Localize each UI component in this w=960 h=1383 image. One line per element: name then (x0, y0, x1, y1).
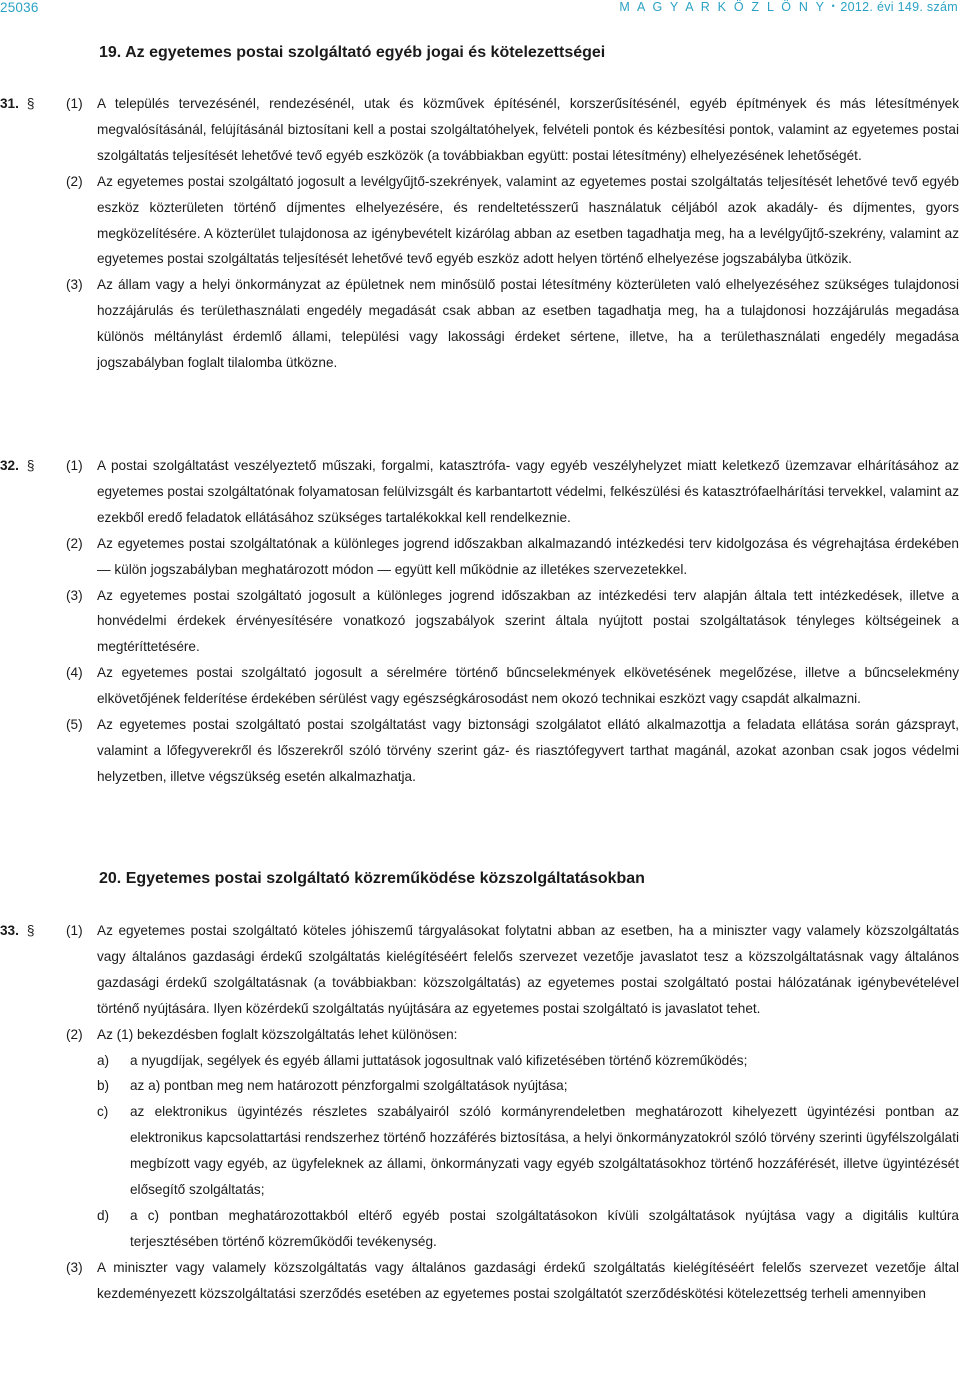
paragraph-text: A postai szolgáltatást veszélyeztető műszaki, forgalmi, katasztrófa- vagy egyéb veszélyhelyzet miatt keletkező üzemzavar elhárításához az egyetemes postai szolgáltatónak folyamatosan felülvizsgált és karbantartott védelmi, felkészülési és katasztrófaelhárítási tervekkel, valamint az ezekből eredő feladatok ellátásához szükséges tartalékokkal kell rendelkeznie. (97, 458, 959, 525)
section-number-text: 31. (0, 96, 19, 111)
paragraph-text: A település tervezésénél, rendezésénél, utak és közművek építésénél, korszerűsítésénél, egyéb építmények és más létesítmények megvalósításánál, felújításánál biztosítani kell a postai szolgáltatóhelyek, felvételi pontok és kézbesítési pontok, valamint az egyetemes postai szolgáltatás teljesítését lehetővé tevő egyéb eszközök (a továbbiakban együtt: postai létesítmény) elhelyezésének lehetőségét. (97, 96, 959, 163)
paragraph-label: (3) (66, 587, 83, 603)
paragraph-text: Az egyetemes postai szolgáltató köteles jóhiszemű tárgyalásokat folytatni abban az esetben, ha a miniszter vagy valamely közszolgáltatás vagy általános gazdasági érdekű szolgáltatás kielégítéséért felelős szervezet vezetője javaslatot tesz a közszolgáltatásnak vagy általános gazdasági érdekű szolgáltatásnak (a továbbiakban: közszolgáltatás) az egyetemes postai szolgáltató postai hálózatának igénybevételével történő nyújtására. Ilyen közérdekű szolgáltatás nyújtására az egyetemes postai szolgáltató is javaslatot tehet. (97, 923, 959, 1016)
publication-name: M A G Y A R K Ö Z L Ö N Y (619, 0, 826, 14)
bullet-separator: • (831, 1, 835, 11)
paragraph-label: (2) (66, 1026, 83, 1042)
paragraph-label: (1) (66, 458, 83, 473)
list-item-label: c) (97, 1104, 109, 1120)
list-item (97, 1203, 959, 1255)
list-item-text: a c) pontban meghatározottakból eltérő egyéb postai szolgáltatásokon kívüli szolgáltatások nyújtása vagy a digitális kultúra terjesztésében történő közreműködői tevékenység. (130, 1207, 959, 1249)
paragraph-33-3 (0, 1255, 960, 1307)
list-item-text: az a) pontban meg nem határozott pénzforgalmi szolgáltatások nyújtása; (130, 1078, 568, 1094)
paragraph-text: A miniszter vagy valamely közszolgáltatás vagy általános gazdasági érdekű szolgáltatás kielégítéséért felelős szervezet vezetője által kezdeményezett közszolgáltatási szerződés esetében az egyetemes postai szolgáltatót szerződéskötési kötelezettség terheli amennyiben (97, 1259, 959, 1301)
section-number-text: 33. (0, 923, 19, 938)
page-header (0, 0, 960, 23)
paragraph-label: (1) (66, 923, 83, 938)
paragraph-label: (3) (66, 277, 83, 293)
paragraph-label: (2) (66, 173, 83, 189)
section-sign: § (26, 458, 35, 473)
paragraph-label: (5) (66, 717, 83, 733)
paragraph-31-2 (0, 169, 960, 273)
paragraph-31-1 (0, 91, 960, 169)
section-number-text: 32. (0, 458, 19, 473)
paragraph-32-2 (0, 531, 960, 583)
paragraph-31-3 (0, 272, 960, 376)
paragraph-text: Az egyetemes postai szolgáltató jogosult a különleges jogrend időszakban az intézkedési terv alapján általa tett intézkedések, illetve a honvédelmi érdekek érvényesítésére vonatkozó jogszabályok szerint általa nyújtott postai szolgáltatások tényleges költségeinek a megtéríttetésére. (97, 587, 959, 655)
paragraph-text: Az (1) bekezdésben foglalt közszolgáltatás lehet különösen: (97, 1026, 458, 1042)
chapter-19-heading: 19. Az egyetemes postai szolgáltató egyéb jogai és kötelezettségei (99, 44, 606, 61)
paragraph-33-1 (0, 918, 960, 1022)
paragraph-text: Az állam vagy a helyi önkormányzat az épületnek nem minősülő postai létesítmény közterületen való elhelyezéséhez szükséges tulajdonosi hozzájárulás és területhasználati engedély megadását csak abban az esetben tagadhatja meg, ha a tulajdonosi hozzájárulás megadása különös méltánylást érdemlő állami, települési vagy lakossági érdeket sértene, illetve, ha a területhasználati engedély megadása jogszabályban foglalt tilalomba ütközne. (97, 277, 959, 371)
paragraph-32-3 (0, 583, 960, 661)
list-item-label: a) (97, 1052, 110, 1068)
list-item (97, 1048, 959, 1074)
list-item-label: d) (97, 1207, 110, 1223)
issue-number: 2012. évi 149. szám (840, 0, 958, 14)
paragraph-32-4 (0, 660, 960, 712)
list-item-label: b) (97, 1078, 110, 1094)
paragraph-33-2 (0, 1022, 960, 1048)
paragraph-text: Az egyetemes postai szolgáltatónak a különleges jogrend időszakban alkalmazandó intézkedési terv kidolgozása és végrehajtása érdekében — külön jogszabályban meghatározott módon — együtt kell működnie az illetékes szervezetekkel. (97, 535, 959, 577)
paragraph-text: Az egyetemes postai szolgáltató jogosult a levélgyűjtő-szekrények, valamint az egyetemes postai szolgáltatás teljesítését lehetővé tevő egyéb eszköz közterületen történő díjmentes elhelyezésére, és rendeltetésszerű használatuk céljából azok akadály- és díjmentes, gyors megközelítésére. A közterület tulajdonosa az igénybevételt kizárólag abban az esetben tagadhatja meg, ha a levélgyűjtő-szekrény, valamint az egyetemes postai szolgáltatás teljesítését lehetővé tevő egyéb eszköz adott helyen történő elhelyezése jogszabályba ütközik. (97, 173, 959, 267)
paragraph-label: (2) (66, 535, 83, 551)
section-sign: § (26, 96, 35, 111)
section-sign: § (26, 923, 35, 938)
chapter-20-heading: 20. Egyetemes postai szolgáltató közreműködése közszolgáltatásokban (99, 870, 645, 887)
paragraph-32-1 (0, 453, 960, 531)
list-item-text: az elektronikus ügyintézés részletes szabályairól szóló kormányrendeletben meghatározott kihelyezett ügyintézési pontban az elektronikus kapcsolattartási rendszerhez történő hozzáférés biztosítása, a helyi önkormányzatokról szóló törvény szerinti ügyfélszolgálati megbízott vagy egyéb, az ügyfeleknek az állami, önkormányzati vagy egyéb szolgáltatásokhoz történő hozzáférését, illetve ügyintézését elősegítő szolgáltatás; (130, 1104, 959, 1198)
section-32 (0, 453, 960, 790)
paragraph-label: (4) (66, 665, 83, 681)
page-number: 25036 (0, 0, 39, 15)
list-item (97, 1099, 959, 1203)
paragraph-text: Az egyetemes postai szolgáltató postai szolgáltatást vagy biztonsági szolgálatot ellátó alkalmazottja a feladata ellátása során gázsprayt, valamint a lőfegyverekről és lőszerekről szóló törvény szerint gáz- és riasztófegyvert tarthat magánál, azokat azonban csak jogos védelmi helyzetben, illetve végszükség esetén alkalmazhatja. (97, 717, 959, 784)
list-item (97, 1073, 959, 1099)
publication-info (619, 0, 958, 14)
paragraph-32-5 (0, 712, 960, 790)
section-33 (0, 918, 960, 1307)
paragraph-text: Az egyetemes postai szolgáltató jogosult a sérelmére történő bűncselekmények elkövetésének megelőzése, illetve a bűncselekmény elkövetőjének felderítése érdekében sérülést vagy egészségkárosodást nem okozó technikai eszközt vagy csapdát alkalmazni. (97, 665, 959, 707)
paragraph-label: (3) (66, 1259, 83, 1275)
list-item-text: a nyugdíjak, segélyek és egyéb állami juttatások jogosultnak való kifizetésében történő közreműködés; (130, 1052, 748, 1068)
paragraph-33-2-list (97, 1048, 959, 1255)
section-31 (0, 91, 960, 376)
paragraph-label: (1) (66, 96, 83, 111)
